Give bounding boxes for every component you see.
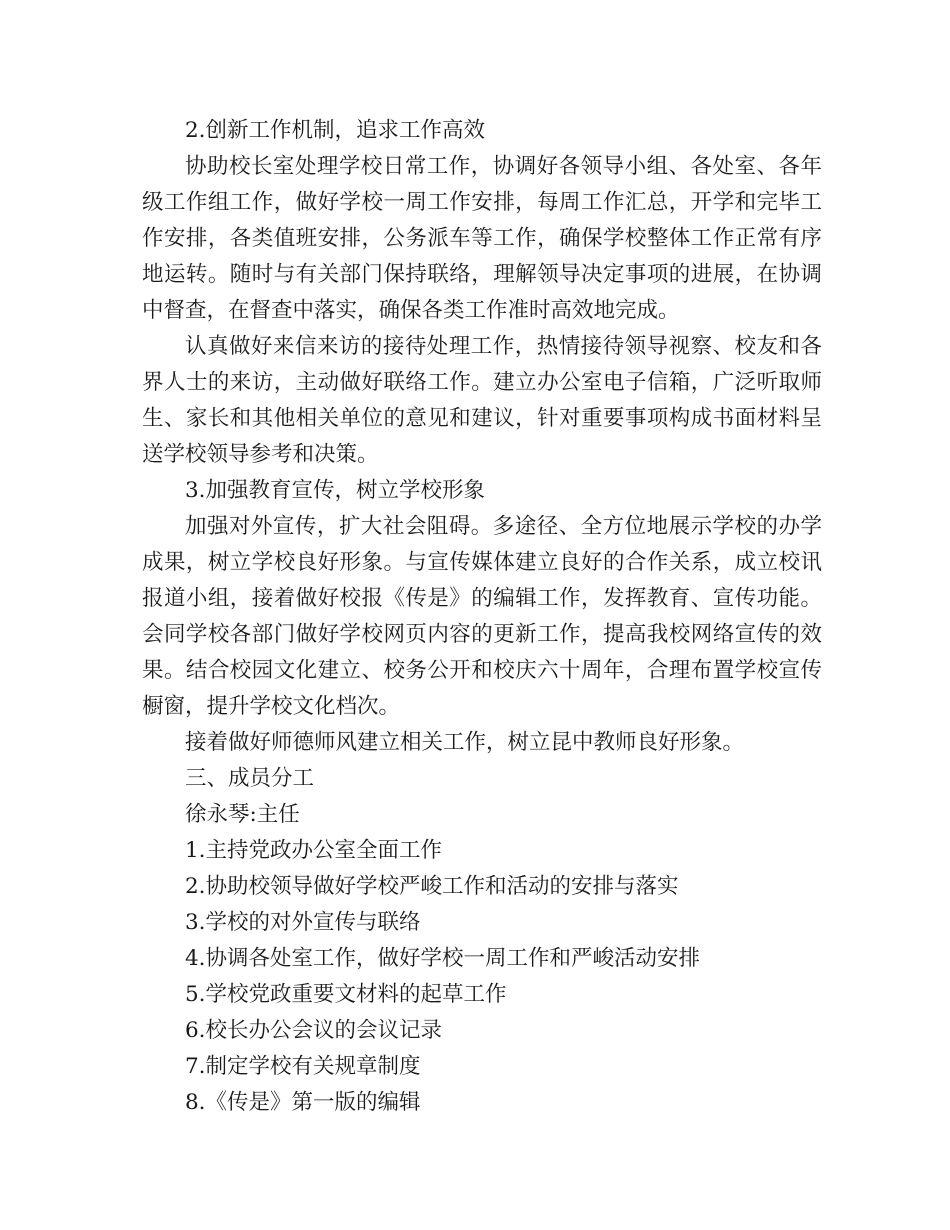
duty-item-4: 4.协调各处室工作，做好学校一周工作和严峻活动安排 [185,946,701,971]
duty-item-8: 8.《传是》第一版的编辑 [185,1090,421,1115]
document-body [142,113,822,1121]
duty-item-3: 3.学校的对外宣传与联络 [185,910,421,935]
duty-item-1: 1.主持党政办公室全面工作 [185,838,443,863]
duty-item-2: 2.协助校领导做好学校严峻工作和活动的安排与落实 [185,874,679,899]
duty-item-7: 7.制定学校有关规章制度 [185,1054,421,1079]
paragraph-daily-work: 协助校长室处理学校日常工作，协调好各领导小组、各处室、各年级工作组工作，做好学校一周工作安排，每周工作汇总，开学和完毕工作安排，各类值班安排，公务派车等工作，确保学校整体工作正常有序地运转。随时与有关部门保持联络，理解领导决定事项的进展，在协调中督查，在督查中落实，确保各类工作准时高效地完成。 [142,154,822,323]
paragraph-ethics: 接着做好师德师风建立相关工作，树立昆中教师良好形象。 [185,730,745,755]
section-heading-members: 三、成员分工 [185,766,315,791]
paragraph-visitors: 认真做好来信来访的接待处理工作，热情接待领导视察、校友和各界人士的来访，主动做好联络工作。建立办公室电子信箱，广泛听取师生、家长和其他相关单位的意见和建议，针对重要事项构成书面材料呈送学校领导参考和决策。 [142,334,822,467]
subheading-publicity: 3.加强教育宣传，树立学校形象 [185,478,486,503]
subheading-mechanism: 2.创新工作机制，追求工作高效 [185,118,486,143]
member-role: 徐永琴:主任 [185,802,300,827]
duty-item-6: 6.校长办公会议的会议记录 [185,1018,443,1043]
duty-item-5: 5.学校党政重要文材料的起草工作 [185,982,507,1007]
paragraph-publicity: 加强对外宣传，扩大社会阻碍。多途径、全方位地展示学校的办学成果，树立学校良好形象。与宣传媒体建立良好的合作关系，成立校讯报道小组，接着做好校报《传是》的编辑工作，发挥教育、宣传功能。会同学校各部门做好学校网页内容的更新工作，提高我校网络宣传的效果。结合校园文化建立、校务公开和校庆六十周年，合理布置学校宣传橱窗，提升学校文化档次。 [142,514,822,719]
